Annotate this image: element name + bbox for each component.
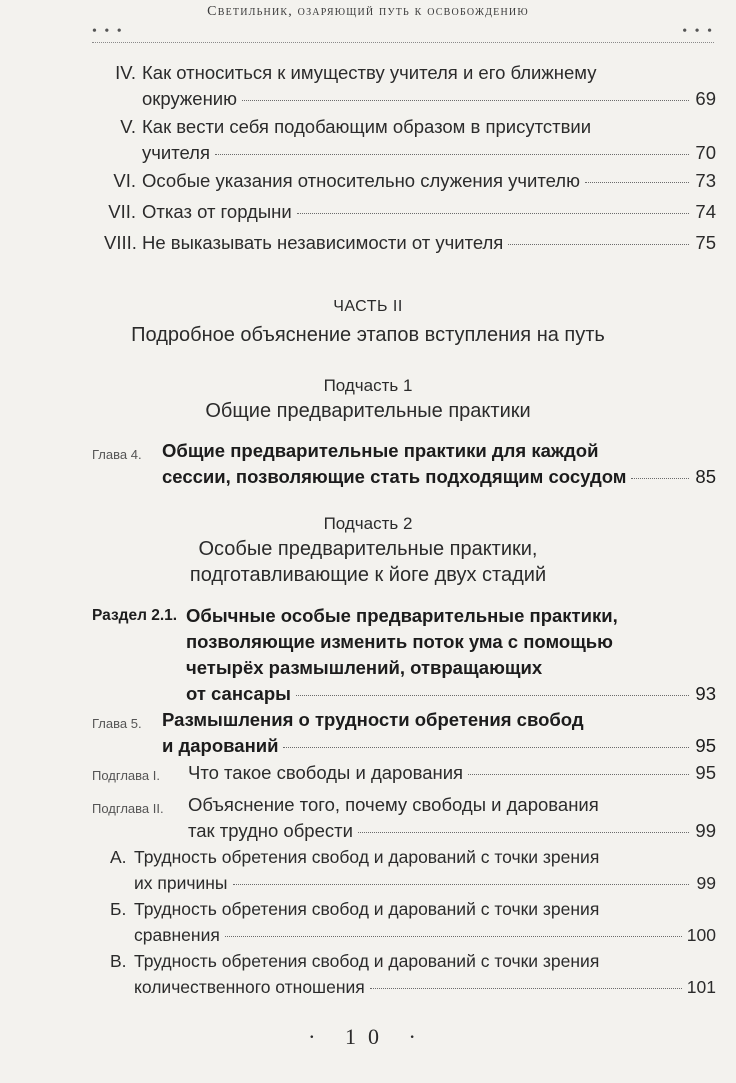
page-ref: 93 xyxy=(695,683,716,704)
page-ref: 70 xyxy=(695,142,716,163)
leader-dots xyxy=(215,154,689,155)
header-rule xyxy=(92,42,714,43)
entry-number: В. xyxy=(110,951,127,971)
part-title: Подробное объяснение этапов вступления на путь xyxy=(131,324,605,346)
chapter4-label: Глава 4. xyxy=(92,447,142,462)
leader-dots xyxy=(468,774,689,775)
entry-text: сессии, позволяющие стать подходящим сосудом xyxy=(162,466,627,487)
leader-dots xyxy=(631,478,689,479)
entry-number: V. xyxy=(120,116,136,137)
toc-subchapter-2[interactable] xyxy=(188,792,716,844)
entry-text: четырёх размышлений, отвращающих xyxy=(186,657,543,678)
entry-text: Размышления о трудности обретения свобод xyxy=(162,709,584,730)
leader-dots xyxy=(508,244,689,245)
entry-number: VI. xyxy=(113,170,136,191)
entry-text: Что такое свободы и дарования xyxy=(188,762,464,783)
toc-chapter-4[interactable] xyxy=(162,438,716,490)
entry-number: А. xyxy=(110,847,127,867)
subpart1-title: Общие предварительные практики xyxy=(205,400,531,422)
page-ref: 95 xyxy=(695,762,716,783)
section21-label: Раздел 2.1. xyxy=(92,607,178,624)
entry-text: учителя xyxy=(142,142,210,163)
entry-text: Не выказывать независимости от учителя xyxy=(142,232,504,253)
entry-number: VIII. xyxy=(104,232,137,253)
entry-text: окружению xyxy=(142,88,238,109)
entry-text: так трудно обрести xyxy=(188,820,353,841)
entry-number: VII. xyxy=(108,201,136,222)
page-ref: 69 xyxy=(695,88,716,109)
toc-entry-vi[interactable] xyxy=(104,168,716,194)
leader-dots xyxy=(225,936,682,937)
leader-dots xyxy=(585,182,689,183)
toc-chapter-5[interactable] xyxy=(162,707,716,759)
entry-text: количественного отношения xyxy=(134,977,365,997)
page-ref: 95 xyxy=(695,735,716,756)
entry-text: Обычные особые предварительные практики, xyxy=(186,605,618,626)
leader-dots xyxy=(233,884,689,885)
page-ref: 73 xyxy=(695,170,716,191)
page-ref: 74 xyxy=(695,201,716,222)
leader-dots xyxy=(296,695,689,696)
subpart1-label: Подчасть 1 xyxy=(323,376,413,395)
head-dots-right: • • • xyxy=(682,24,714,39)
head-dots-left: • • • xyxy=(92,24,124,39)
entry-text: Особые указания относительно служения учителю xyxy=(142,170,580,191)
toc-section-2-1[interactable] xyxy=(186,603,716,707)
leader-dots xyxy=(370,988,682,989)
toc-entry-v[interactable] xyxy=(104,114,716,166)
page-number: · 10 · xyxy=(308,1024,428,1049)
toc-entry-viii[interactable] xyxy=(104,230,716,256)
entry-text: Отказ от гордыни xyxy=(142,201,292,222)
leader-dots xyxy=(242,100,689,101)
entry-text: Трудность обретения свобод и дарований с точки зрения xyxy=(134,899,600,919)
chapter5-label: Глава 5. xyxy=(92,716,142,731)
entry-text: Как вести себя подобающим образом в присутствии xyxy=(142,116,592,137)
entry-text: Трудность обретения свобод и дарований с точки зрения xyxy=(134,951,600,971)
page-ref: 100 xyxy=(686,925,716,945)
toc-item-b[interactable] xyxy=(110,896,716,948)
leader-dots xyxy=(358,832,689,833)
entry-text: позволяющие изменить поток ума с помощью xyxy=(186,631,613,652)
subchapter1-label: Подглава I. xyxy=(92,768,160,783)
subpart2-title-line2: подготавливающие к йоге двух стадий xyxy=(189,564,547,586)
entry-text: и дарований xyxy=(162,735,279,756)
toc-entry-vii[interactable] xyxy=(104,199,716,225)
entry-number: IV. xyxy=(115,62,136,83)
running-head: Светильник, озаряющий путь к освобождению xyxy=(207,4,529,19)
subpart2-title-line1: Особые предварительные практики, xyxy=(198,538,538,560)
subchapter2-label: Подглава II. xyxy=(92,801,164,816)
entry-text: Как относиться к имуществу учителя и его ближнему xyxy=(142,62,597,83)
subpart2-label: Подчасть 2 xyxy=(323,514,413,533)
page-ref: 101 xyxy=(686,977,716,997)
page-ref: 99 xyxy=(695,820,716,841)
entry-number: Б. xyxy=(110,899,127,919)
toc-entry-iv[interactable] xyxy=(104,60,716,112)
entry-text: Общие предварительные практики для каждой xyxy=(162,440,599,461)
page-ref: 75 xyxy=(695,232,716,253)
leader-dots xyxy=(283,747,689,748)
part-label: ЧАСТЬ II xyxy=(333,298,403,315)
toc-subchapter-1[interactable] xyxy=(188,760,716,786)
entry-text: Трудность обретения свобод и дарований с точки зрения xyxy=(134,847,600,867)
toc-item-v[interactable] xyxy=(110,948,716,1000)
page-ref: 99 xyxy=(696,873,716,893)
entry-text: их причины xyxy=(134,873,228,893)
page-ref: 85 xyxy=(695,466,716,487)
leader-dots xyxy=(297,213,689,214)
toc-item-a[interactable] xyxy=(110,844,716,896)
entry-text: сравнения xyxy=(134,925,220,945)
entry-text: Объяснение того, почему свободы и дарования xyxy=(188,794,599,815)
entry-text: от сансары xyxy=(186,683,291,704)
